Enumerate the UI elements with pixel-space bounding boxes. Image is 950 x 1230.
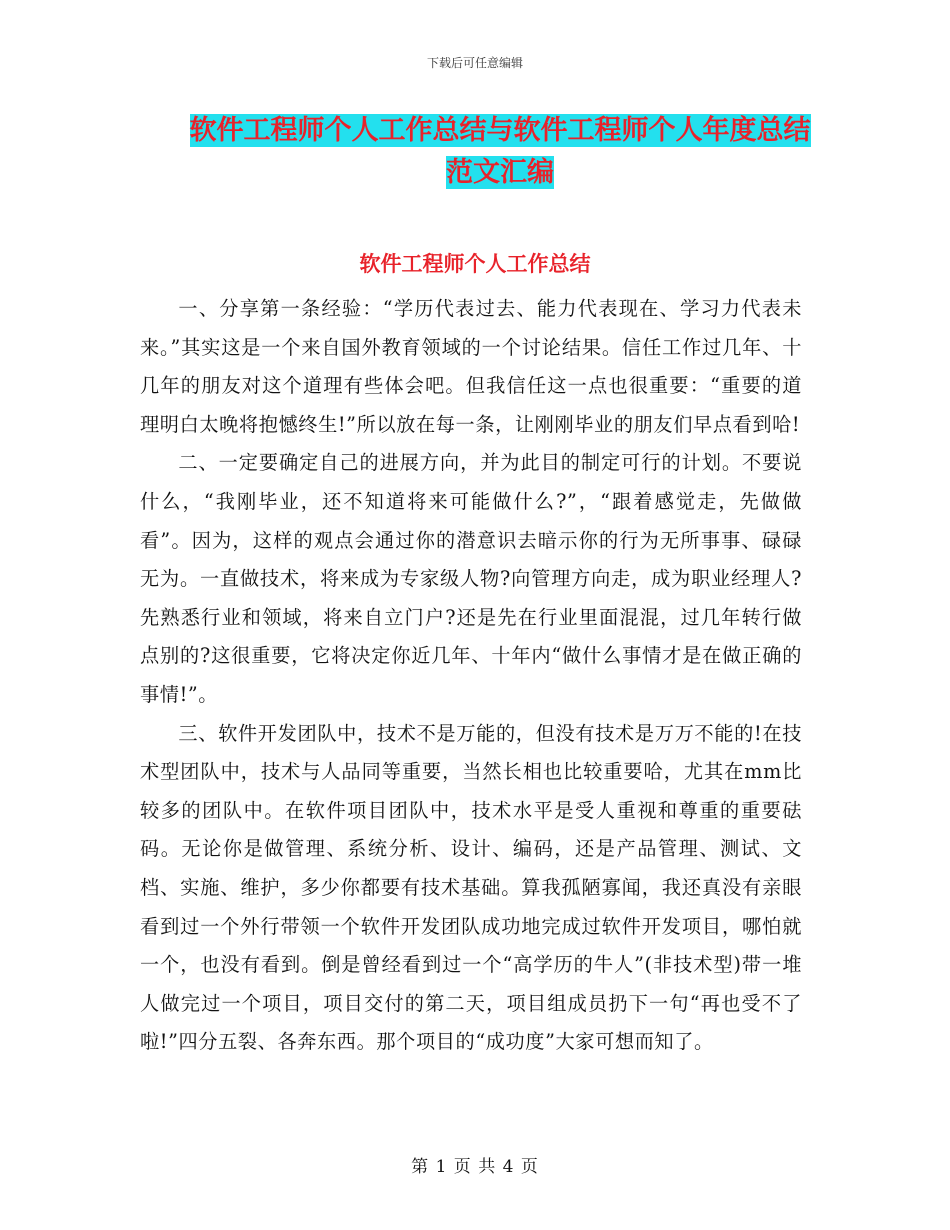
section-title: 软件工程师个人工作总结 (359, 252, 591, 276)
page-footer: 第 1 页 共 4 页 (411, 1157, 539, 1177)
document-title-line-1: 软件工程师个人工作总结与软件工程师个人年度总结 (189, 115, 811, 146)
header-note: 下载后可任意编辑 (426, 56, 523, 70)
body-text (140, 290, 802, 1062)
paragraph-2: 二、一定要确定自己的进展方向，并为此目的制定可行的计划。不要说什么，“我刚毕业，还不知道将来可能做什么?”，“跟着感觉走，先做做看”。因为，这样的观点会通过你的潜意识去暗示你的行为无所事事、碌碌无为。一直做技术，将来成为专家级人物?向管理方向走，成为职业经理人?先熟悉行业和领域，将来自立门户?还是先在行业里面混混，过几年转行做点别的?这很重要，它将决定你近几年、十年内“做什么事情才是在做正确的事情!”。 (140, 451, 802, 706)
document-title-line-2: 范文汇编 (446, 157, 554, 188)
paragraph-1: 一、分享第一条经验：“学历代表过去、能力代表现在、学习力代表未来。”其实这是一个来自国外教育领域的一个讨论结果。信任工作过几年、十几年的朋友对这个道理有些体会吧。但我信任这一点也很重要：“重要的道理明白太晚将抱憾终生!”所以放在每一条，让刚刚毕业的朋友们早点看到哈! (140, 297, 802, 436)
paragraph-3: 三、软件开发团队中，技术不是万能的，但没有技术是万万不能的!在技术型团队中，技术与人品同等重要，当然长相也比较重要哈，尤其在mm比较多的团队中。在软件项目团队中，技术水平是受人重视和尊重的重要砝码。无论你是做管理、系统分析、设计、编码，还是产品管理、测试、文档、实施、维护，多少你都要有技术基础。算我孤陋寡闻，我还真没有亲眼看到过一个外行带领一个软件开发团队成功地完成过软件开发项目，哪怕就一个，也没有看到。倒是曾经看到过一个“高学历的牛人”(非技术型)带一堆人做完过一个项目，项目交付的第二天，项目组成员扔下一句“再也受不了啦!”四分五裂、各奔东西。那个项目的“成功度”大家可想而知了。 (140, 721, 802, 1054)
document-title (140, 110, 860, 194)
